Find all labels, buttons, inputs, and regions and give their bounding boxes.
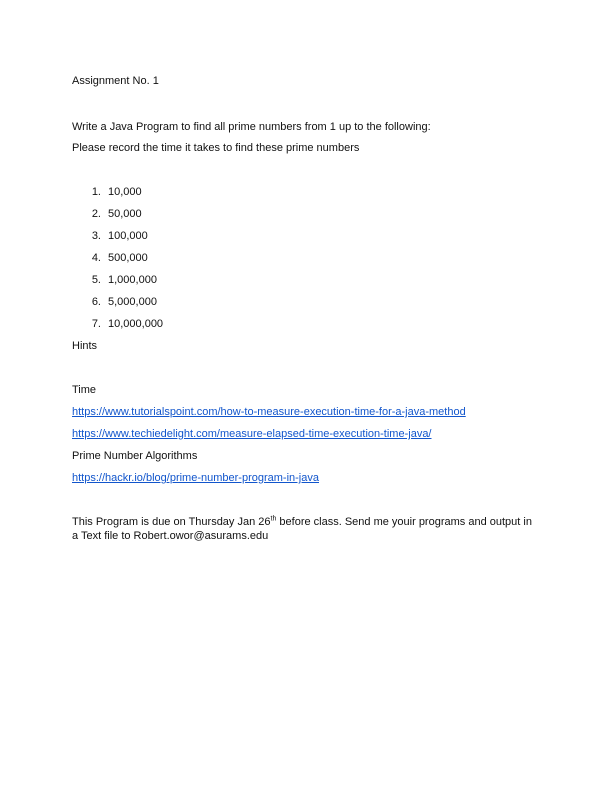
due-date-superscript: th bbox=[270, 515, 277, 523]
hackr-link[interactable]: https://hackr.io/blog/prime-number-program-in-java bbox=[72, 472, 319, 484]
list-item-number: 1. bbox=[91, 186, 101, 198]
list-item-value: 5,000,000 bbox=[108, 296, 157, 308]
list-item-value: 10,000 bbox=[108, 186, 142, 198]
list-item-number: 2. bbox=[91, 208, 101, 220]
list-item-number: 5. bbox=[91, 274, 101, 286]
list-item bbox=[0, 251, 300, 265]
list-item-number: 3. bbox=[91, 230, 101, 242]
time-label: Time bbox=[72, 384, 97, 396]
techiedelight-link[interactable]: https://www.techiedelight.com/measure-elapsed-time-execution-time-java/ bbox=[72, 428, 432, 440]
list-item bbox=[0, 273, 300, 287]
assignment-heading: Assignment No. 1 bbox=[72, 75, 159, 87]
list-item-value: 50,000 bbox=[108, 208, 142, 220]
tutorialspoint-link[interactable]: https://www.tutorialspoint.com/how-to-measure-execution-time-for-a-java-method bbox=[72, 406, 466, 418]
list-item-number: 4. bbox=[91, 252, 101, 264]
list-item-value: 500,000 bbox=[108, 252, 148, 264]
list-item bbox=[0, 185, 300, 199]
list-item bbox=[0, 229, 300, 243]
list-item bbox=[0, 295, 300, 309]
list-item bbox=[0, 207, 300, 221]
algorithms-label: Prime Number Algorithms bbox=[72, 450, 198, 462]
submission-instruction: a Text file to Robert.owor@asurams.edu bbox=[72, 530, 269, 542]
task-instruction: Write a Java Program to find all prime numbers from 1 up to the following: bbox=[72, 121, 431, 133]
list-item bbox=[0, 317, 300, 331]
list-item-number: 6. bbox=[91, 296, 101, 308]
due-text-prefix: This Program is due on Thursday Jan 26 bbox=[72, 516, 271, 528]
due-text-suffix: before class. Send me youir programs and output in bbox=[276, 516, 532, 528]
list-item-number: 7. bbox=[91, 318, 101, 330]
list-item-value: 10,000,000 bbox=[108, 318, 164, 330]
hints-label: Hints bbox=[72, 340, 98, 352]
task-timing-instruction: Please record the time it takes to find these prime numbers bbox=[72, 142, 360, 154]
list-item-value: 1,000,000 bbox=[108, 274, 157, 286]
due-date-line bbox=[72, 515, 532, 529]
list-item-value: 100,000 bbox=[108, 230, 148, 242]
